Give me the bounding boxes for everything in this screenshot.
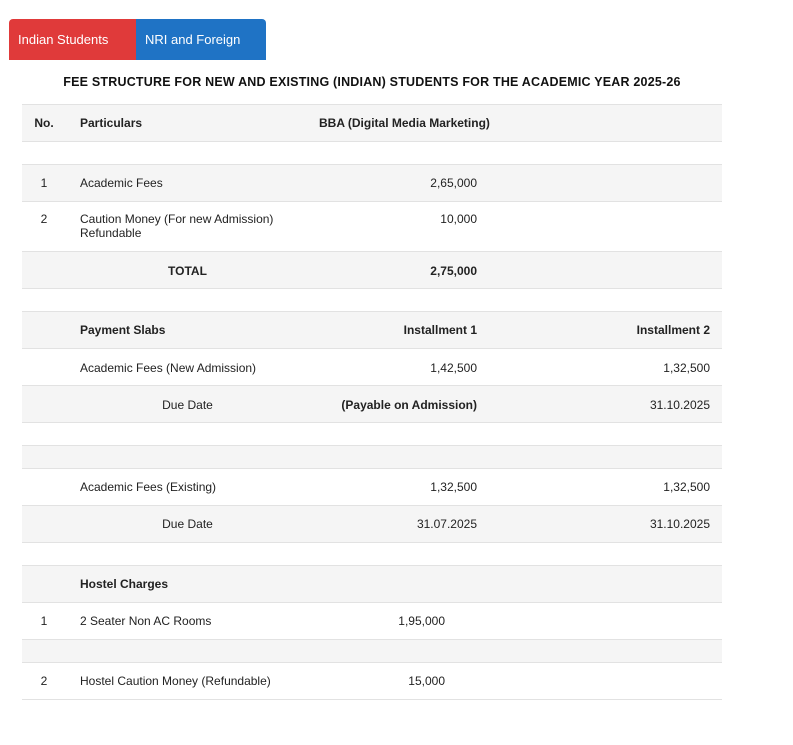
- row-label: Caution Money (For new Admission): [80, 212, 274, 226]
- table-row: [22, 469, 722, 506]
- header-program: BBA (Digital Media Marketing): [319, 116, 490, 130]
- row-label: Academic Fees (New Admission): [80, 361, 257, 375]
- row-installment-1: 1,42,500: [430, 361, 477, 375]
- student-type-tabs: [9, 19, 266, 60]
- row-label: Academic Fees: [80, 176, 163, 190]
- spacer-row: [22, 640, 722, 663]
- tab-indian-students[interactable]: Indian Students: [9, 19, 138, 60]
- total-amount: 2,75,000: [430, 264, 477, 278]
- total-row: [22, 252, 722, 289]
- hostel-charges-label: Hostel Charges: [80, 577, 169, 591]
- row-installment-2: 1,32,500: [663, 361, 710, 375]
- table-row: [22, 202, 722, 252]
- payment-slabs-label: Payment Slabs: [80, 323, 166, 337]
- row-label: Academic Fees (Existing): [80, 480, 217, 494]
- due-date-installment-1: 31.07.2025: [416, 517, 477, 531]
- table-row: [22, 349, 722, 386]
- installment-1-header: Installment 1: [403, 323, 477, 337]
- row-no: 2: [40, 674, 48, 688]
- header-particulars: Particulars: [80, 116, 143, 130]
- table-row: [22, 603, 722, 640]
- fee-structure-heading: FEE STRUCTURE FOR NEW AND EXISTING (INDIAN) STUDENTS FOR THE ACADEMIC YEAR 2025-26: [63, 75, 681, 89]
- payment-slabs-header-row: [22, 312, 722, 349]
- row-installment-1: 1,32,500: [430, 480, 477, 494]
- total-label: TOTAL: [168, 264, 207, 278]
- due-date-installment-2: 31.10.2025: [649, 517, 710, 531]
- table-row: [22, 663, 722, 700]
- row-amount: 1,95,000: [398, 614, 445, 628]
- due-date-label: Due Date: [162, 517, 213, 531]
- spacer-row: [22, 423, 722, 446]
- spacer-row: [22, 543, 722, 566]
- header-no: No.: [34, 116, 54, 130]
- table-row: [22, 165, 722, 202]
- due-date-installment-1: (Payable on Admission): [341, 398, 477, 412]
- hostel-header-row: [22, 566, 722, 603]
- installment-2-header: Installment 2: [636, 323, 710, 337]
- row-installment-2: 1,32,500: [663, 480, 710, 494]
- row-amount: 10,000: [440, 212, 477, 226]
- fee-table: [22, 104, 722, 700]
- row-amount: 15,000: [408, 674, 445, 688]
- row-label: 2 Seater Non AC Rooms: [80, 614, 212, 628]
- spacer-row: [22, 446, 722, 469]
- row-no: 1: [40, 176, 48, 190]
- spacer-row: [22, 289, 722, 312]
- due-date-label: Due Date: [162, 398, 213, 412]
- row-no: 1: [40, 614, 48, 628]
- spacer-row: [22, 142, 722, 165]
- due-date-installment-2: 31.10.2025: [649, 398, 710, 412]
- row-label: Hostel Caution Money (Refundable): [80, 674, 271, 688]
- row-no: 2: [40, 212, 48, 226]
- row-label-line2: Refundable: [80, 226, 142, 240]
- due-date-row: [22, 506, 722, 543]
- tab-nri-foreign[interactable]: NRI and Foreign: [136, 19, 266, 60]
- due-date-row: [22, 386, 722, 423]
- table-header-row: [22, 104, 722, 142]
- row-amount: 2,65,000: [430, 176, 477, 190]
